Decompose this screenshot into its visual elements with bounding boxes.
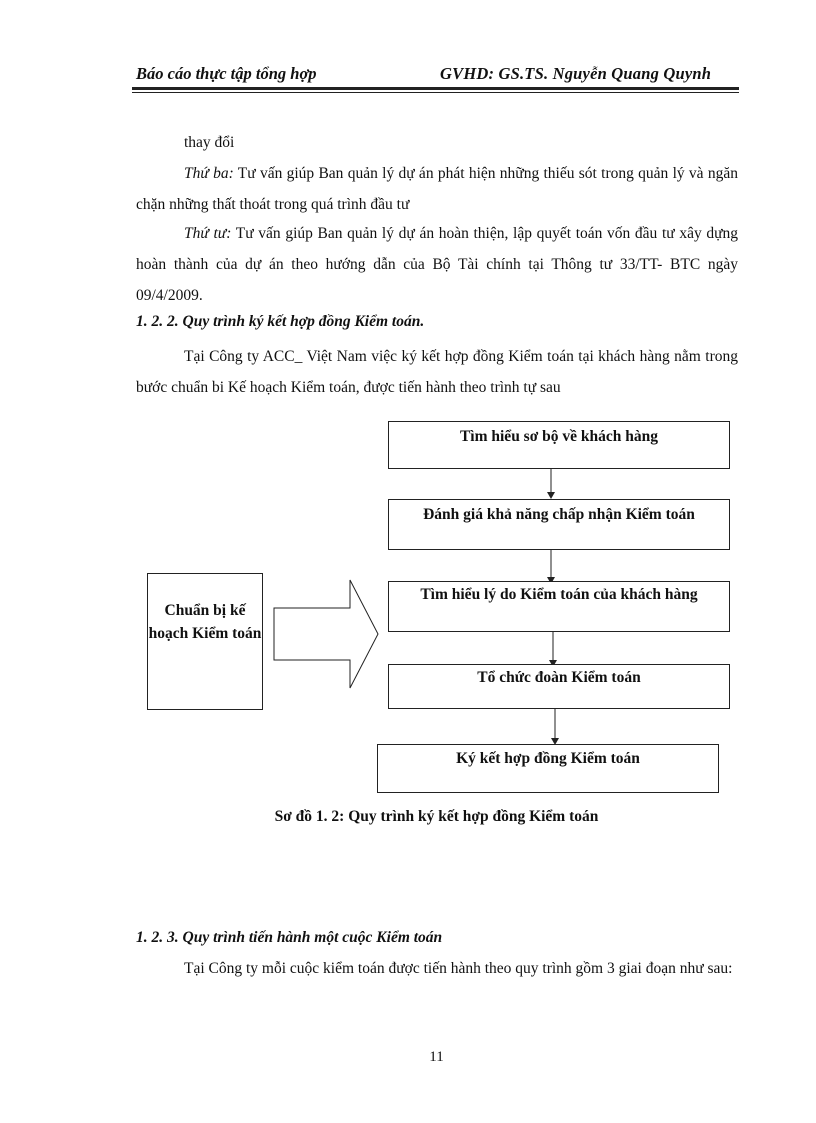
paragraph-final: Tại Công ty mỗi cuộc kiểm toán được tiến hành theo quy trình gồm 3 giai đoạn như sau: bbox=[184, 960, 733, 977]
paragraph-continuation: thay đổi bbox=[184, 134, 235, 151]
label-thu-tu: Thứ tư: bbox=[184, 225, 232, 242]
step-box-2: Đánh giá khả năng chấp nhận Kiểm toán bbox=[388, 499, 730, 550]
paragraph-thu-tu: Thứ tư: Tư vấn giúp Ban quản lý dự án hoàn thiện, lập quyết toán vốn đầu tư xây dựng hoàn thành của dự án theo hướng dẫn của Bộ Tài chính tại Thông tư 33/TT- BTC ngày 09/4/2009. bbox=[136, 225, 738, 304]
box-prepare-plan: Chuẩn bị kế hoạch Kiểm toán bbox=[147, 573, 263, 710]
header-report-title: Báo cáo thực tập tổng hợp bbox=[136, 64, 317, 83]
paragraph-acc: Tại Công ty ACC_ Việt Nam việc ký kết hợp đồng Kiểm toán tại khách hàng nằm trong bước chuẩn bi Kế hoạch Kiểm toán, được tiến hành theo trình tự sau bbox=[136, 348, 738, 396]
section-heading-1-2-2: 1. 2. 2. Quy trình ký kết hợp đồng Kiểm toán. bbox=[136, 313, 425, 330]
step-box-3: Tìm hiểu lý do Kiểm toán của khách hàng bbox=[388, 581, 730, 632]
step-box-4: Tổ chức đoàn Kiểm toán bbox=[388, 664, 730, 709]
diagram-caption: Sơ đồ 1. 2: Quy trình ký kết hợp đồng Kiểm toán bbox=[274, 808, 599, 825]
big-arrow-shape bbox=[274, 580, 378, 688]
label-thu-ba: Thứ ba: bbox=[184, 165, 234, 182]
paragraph-thu-ba: Thứ ba: Tư vấn giúp Ban quản lý dự án phát hiện những thiếu sót trong quản lý và ngăn chặn những thất thoát trong quá trình đầu tư bbox=[136, 165, 738, 213]
step-box-5: Ký kết hợp đồng Kiểm toán bbox=[377, 744, 719, 793]
step-box-1: Tìm hiểu sơ bộ về khách hàng bbox=[388, 421, 730, 469]
page-number: 11 bbox=[429, 1049, 444, 1065]
section-heading-1-2-3: 1. 2. 3. Quy trình tiến hành một cuộc Kiểm toán bbox=[136, 929, 443, 946]
header-supervisor: GVHD: GS.TS. Nguyễn Quang Quynh bbox=[440, 64, 712, 83]
arrowhead-1 bbox=[547, 492, 555, 499]
